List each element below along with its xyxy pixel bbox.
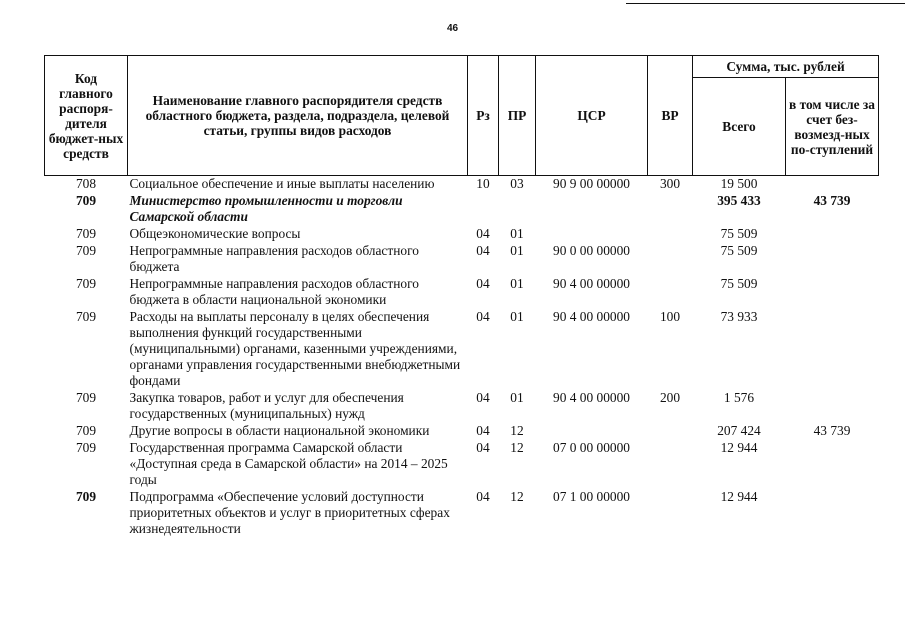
cell-rz: 04	[476, 276, 490, 291]
cell-code: 709	[75, 309, 97, 324]
cell-csr	[536, 193, 648, 226]
cell-csr: 90 0 00 00000	[553, 243, 630, 258]
cell-total: 207 424	[717, 423, 761, 438]
cell-name: Закупка товаров, работ и услуг для обеспечения государственных (муниципальных) нужд	[129, 390, 404, 421]
cell-free	[786, 390, 879, 423]
cell-code: 709	[75, 226, 97, 241]
cell-pr: 12	[510, 489, 524, 504]
cell-total: 73 933	[720, 309, 758, 324]
cell-total: 75 509	[720, 276, 758, 291]
cell-rz: 04	[476, 226, 490, 241]
cell-name: Непрограммные направления расходов областного бюджета в области национальной экономики	[129, 276, 419, 307]
cell-name: Министерство промышленности и торговли Самарской области	[129, 193, 403, 224]
cell-code: 709	[75, 193, 97, 208]
table-row	[45, 390, 879, 423]
page-number: 46	[446, 23, 459, 34]
cell-name: Государственная программа Самарской области «Доступная среда в Самарской области» на 2014 – 2025 годы	[129, 440, 448, 487]
cell-csr	[536, 423, 648, 440]
cell-vr	[648, 243, 693, 276]
header-total: Всего	[693, 78, 786, 176]
cell-vr	[648, 423, 693, 440]
header-vr: ВР	[648, 56, 693, 176]
cell-vr: 100	[659, 309, 681, 324]
cell-total: 75 509	[720, 226, 758, 241]
cell-rz: 04	[476, 440, 490, 455]
cell-free	[786, 309, 879, 390]
table-row	[45, 226, 879, 243]
table-row	[45, 423, 879, 440]
cell-code: 709	[75, 440, 97, 455]
cell-total: 395 433	[717, 193, 761, 208]
table-row	[45, 176, 879, 194]
header-code: Код главного распоря-дителя бюджет-ных средств	[45, 56, 128, 176]
cell-free	[786, 243, 879, 276]
cell-vr: 200	[659, 390, 681, 405]
cell-csr: 90 4 00 00000	[553, 309, 630, 324]
header-rz: Рз	[468, 56, 499, 176]
cell-csr	[536, 226, 648, 243]
cell-rz: 04	[476, 243, 490, 258]
table-body	[45, 176, 879, 539]
cell-total: 1 576	[723, 390, 755, 405]
cell-vr	[648, 226, 693, 243]
cell-code: 708	[75, 176, 97, 191]
cell-free: 43 739	[813, 423, 851, 438]
cell-rz: 04	[476, 489, 490, 504]
cell-name: Общеэкономические вопросы	[129, 226, 301, 241]
cell-name: Расходы на выплаты персоналу в целях обеспечения выполнения функций государственными (муниципальными) органами, казенными учреждениями, органами управления государственными внебюджетными фондами	[129, 309, 461, 388]
header-name: Наименование главного распорядителя средств областного бюджета, раздела, подраздела, целевой статьи, группы видов расходов	[128, 56, 468, 176]
header-pr: ПР	[499, 56, 536, 176]
cell-vr	[648, 193, 693, 226]
table-row	[45, 440, 879, 489]
cell-rz: 04	[476, 390, 490, 405]
cell-rz: 04	[476, 309, 490, 324]
cell-free: 43 739	[813, 193, 851, 208]
cell-name: Другие вопросы в области национальной экономики	[129, 423, 430, 438]
cell-pr: 01	[510, 309, 524, 324]
cell-code: 709	[75, 390, 97, 405]
cell-pr: 12	[510, 423, 524, 438]
cell-pr: 12	[510, 440, 524, 455]
cell-csr: 07 1 00 00000	[553, 489, 630, 504]
cell-code: 709	[75, 243, 97, 258]
cell-free	[786, 226, 879, 243]
cell-total: 12 944	[720, 440, 758, 455]
cell-rz: 10	[476, 176, 490, 191]
cell-code: 709	[75, 423, 97, 438]
table-row	[45, 193, 879, 226]
cell-vr	[648, 276, 693, 309]
cell-code: 709	[75, 276, 97, 291]
cell-vr	[648, 489, 693, 538]
cell-name: Социальное обеспечение и иные выплаты населению	[129, 176, 435, 191]
cell-pr: 01	[510, 390, 524, 405]
cell-pr: 01	[510, 226, 524, 241]
cell-csr: 90 9 00 00000	[553, 176, 630, 191]
cell-vr	[648, 440, 693, 489]
cell-rz: 04	[476, 423, 490, 438]
cell-total: 19 500	[720, 176, 758, 191]
header-sum-group: Сумма, тыс. рублей	[693, 56, 879, 78]
cell-csr: 07 0 00 00000	[553, 440, 630, 455]
cell-pr: 01	[510, 276, 524, 291]
cell-pr: 03	[510, 176, 524, 191]
table-row	[45, 243, 879, 276]
cell-rz	[468, 193, 499, 226]
cell-vr: 300	[659, 176, 681, 191]
header-free: в том числе за счет без-возмезд-ных по-ступлений	[786, 78, 879, 176]
cell-pr: 01	[510, 243, 524, 258]
cell-name: Непрограммные направления расходов областного бюджета	[129, 243, 419, 274]
cell-csr: 90 4 00 00000	[553, 276, 630, 291]
cell-code: 709	[75, 489, 97, 504]
cell-pr	[499, 193, 536, 226]
cell-free	[786, 440, 879, 489]
table-row	[45, 489, 879, 538]
table-row	[45, 276, 879, 309]
cell-total: 12 944	[720, 489, 758, 504]
cell-free	[786, 276, 879, 309]
cell-free	[786, 489, 879, 538]
cell-name: Подпрограмма «Обеспечение условий доступности приоритетных объектов и услуг в приоритетных сферах жизнедеятельности	[129, 489, 450, 536]
header-csr: ЦСР	[536, 56, 648, 176]
table-row	[45, 309, 879, 390]
cell-total: 75 509	[720, 243, 758, 258]
cell-free	[786, 176, 879, 194]
top-right-rule	[626, 3, 905, 4]
cell-csr: 90 4 00 00000	[553, 390, 630, 405]
budget-table	[44, 55, 879, 538]
